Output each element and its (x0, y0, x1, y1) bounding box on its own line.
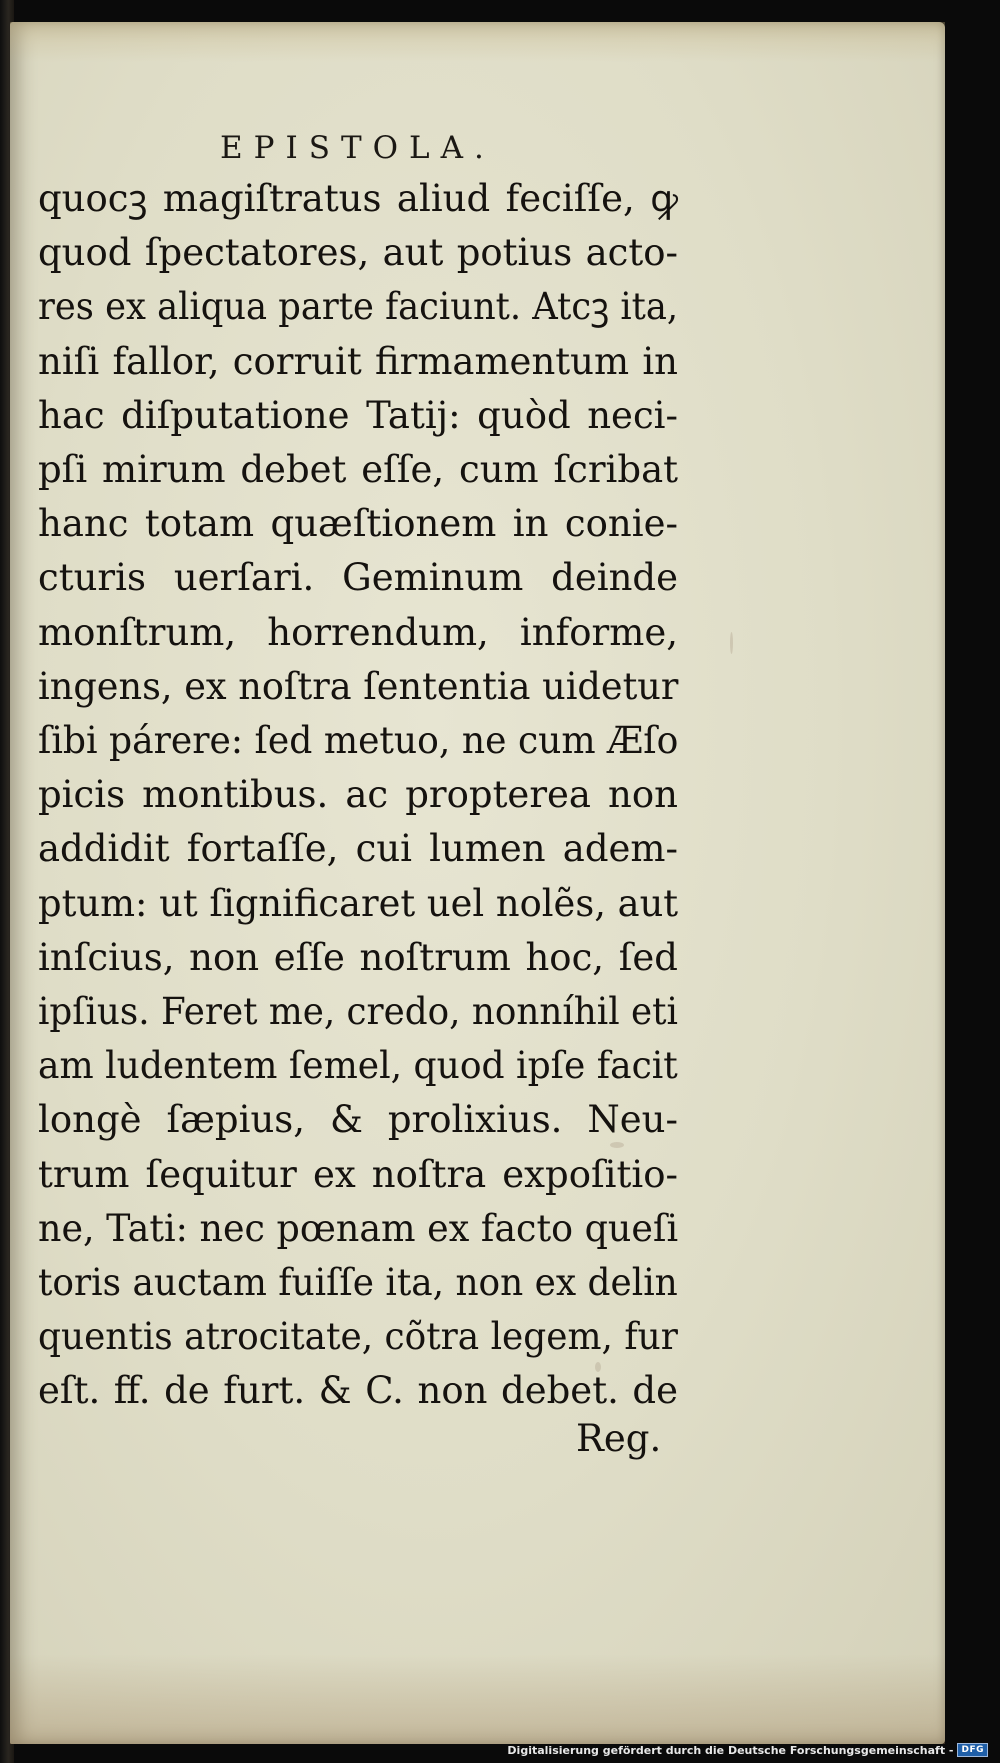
text-line: eſt. ff. de furt. & C. non debet. de (38, 1369, 678, 1413)
text-line: ingens, ex noſtra ſententia uidetur (38, 664, 679, 708)
book-page (10, 22, 945, 1744)
text-line: toris auctam fuiſſe ita, non ex delin (38, 1261, 678, 1305)
catchword: Reg. (576, 1417, 662, 1460)
dfg-logo-icon: DFG (957, 1743, 988, 1757)
text-line: niſi fallor, corruit firmamentum in (38, 339, 678, 383)
text-line: quocꝫ magiſtratus aliud feciſſe, ꝙ (38, 177, 678, 220)
text-line: am ludentem ſemel, quod ipſe facit (38, 1044, 678, 1088)
text-line: inſcius, non eſſe noſtrum hoc, ſed (38, 935, 678, 979)
text-line: ipſius. Feret me, credo, nonníhil eti (38, 990, 678, 1034)
text-line: res ex aliqua parte faciunt. Atcꝫ ita, (38, 285, 679, 329)
text-line: addidit fortaſſe, cui lumen adem- (38, 827, 678, 871)
text-line: ptum: ut ſignificaret uel nolẽs, aut (38, 881, 679, 925)
text-block (38, 172, 678, 1419)
page-stain (730, 632, 733, 654)
text-line: quentis atrocitate, cõtra legem, fur (38, 1315, 678, 1359)
text-line: cturis uerſari. Geminum deinde (38, 556, 678, 600)
text-line: ne, Tati: nec pœnam ex facto queſi (38, 1206, 679, 1250)
text-line: pſi mirum debet eſſe, cum ſcribat (38, 448, 678, 492)
text-line: picis montibus. ac propterea non (38, 773, 678, 817)
text-line: longè ſæpius, & prolixius. Neu- (38, 1098, 678, 1142)
text-line: monſtrum, horrendum, informe, (38, 610, 678, 654)
text-line: quod ſpectatores, aut potius acto- (38, 231, 678, 275)
text-line: hanc totam quæſtionem in conie- (38, 502, 678, 546)
digitization-footer (507, 1741, 988, 1759)
running-head: EPISTOLA. (220, 130, 495, 166)
text-line: hac diſputatione Tatij: quòd neci- (38, 393, 678, 437)
footer-credit: Digitalisierung gefördert durch die Deutsche Forschungsgemeinschaft - (507, 1743, 954, 1757)
text-line: ſibi párere: ſed metuo, ne cum Æſo (38, 719, 679, 763)
text-line: trum ſequitur ex noſtra expoſitio- (38, 1152, 678, 1196)
